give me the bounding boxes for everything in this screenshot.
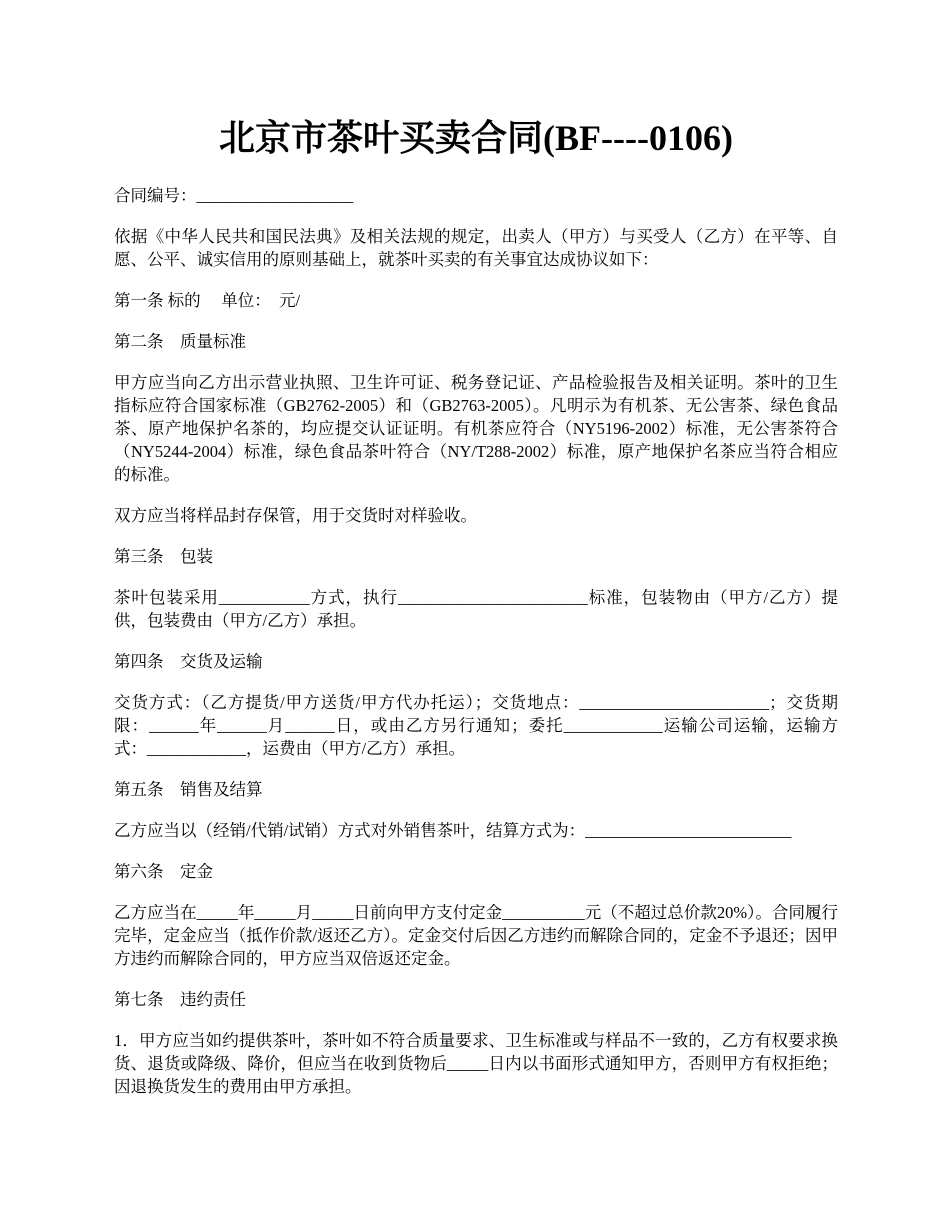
document-page [114,0,838,1098]
contract-number: 合同编号：___________________ [114,186,354,205]
article-7-paragraph-1: 1．甲方应当如约提供茶叶，茶叶如不符合质量要求、卫生标准或与样品不一致的，乙方有权要求换货、退货或降级、降价，但应当在收到货物后_____日内以书面形式通知甲方，否则甲方有权拒绝；因退换货发生的费用由甲方承担。 [114,1031,838,1096]
article-1: 第一条 标的 单位： 元/ [114,291,301,310]
article-6-paragraph-1: 乙方应当在_____年_____月_____日前向甲方支付定金__________元（不超过总价款20%）。合同履行完毕，定金应当（抵作价款/返还乙方）。定金交付后因乙方违约而解除合同的，定金不予退还；因甲方违约而解除合同的，甲方应当双倍返还定金。 [114,903,838,968]
article-3-paragraph-1: 茶叶包装采用___________方式，执行_______________________标准，包装物由（甲方/乙方）提供，包装费由（甲方/乙方）承担。 [114,588,838,630]
article-3-heading: 第三条 包装 [114,547,213,566]
intro-paragraph: 依据《中华人民共和国民法典》及相关法规的规定，出卖人（甲方）与买受人（乙方）在平等、自愿、公平、诚实信用的原则基础上，就茶叶买卖的有关事宜达成协议如下： [114,227,838,269]
article-6-heading: 第六条 定金 [114,862,213,881]
article-7-heading: 第七条 违约责任 [114,990,246,1009]
document-title: 北京市茶叶买卖合同(BF----0106) [219,118,733,158]
article-4-paragraph-1: 交货方式：（乙方提货/甲方送货/甲方代办托运）；交货地点：_______________________；交货期限：______年______月______日，或由乙方另行通知；委托____________运输公司运输，运输方式：____________，运费由（甲方/乙方）承担。 [114,693,838,758]
article-2-heading: 第二条 质量标准 [114,332,246,351]
article-5-paragraph-1: 乙方应当以（经销/代销/试销）方式对外销售茶叶，结算方式为：_________________________ [114,821,792,840]
article-2-paragraph-1: 甲方应当向乙方出示营业执照、卫生许可证、税务登记证、产品检验报告及相关证明。茶叶的卫生指标应符合国家标准（GB2762-2005）和（GB2763-2005）。凡明示为有机茶、无公害茶、绿色食品茶、原产地保护名茶的，均应提交认证证明。有机茶应符合（NY5196-2002）标准，无公害茶符合（NY5244-2004）标准，绿色食品茶叶符合（NY/T288-2002）标准，原产地保护名茶应当符合相应的标准。 [114,373,838,484]
article-2-paragraph-2: 双方应当将样品封存保管，用于交货时对样验收。 [114,506,477,525]
article-5-heading: 第五条 销售及结算 [114,780,263,799]
article-4-heading: 第四条 交货及运输 [114,652,263,671]
